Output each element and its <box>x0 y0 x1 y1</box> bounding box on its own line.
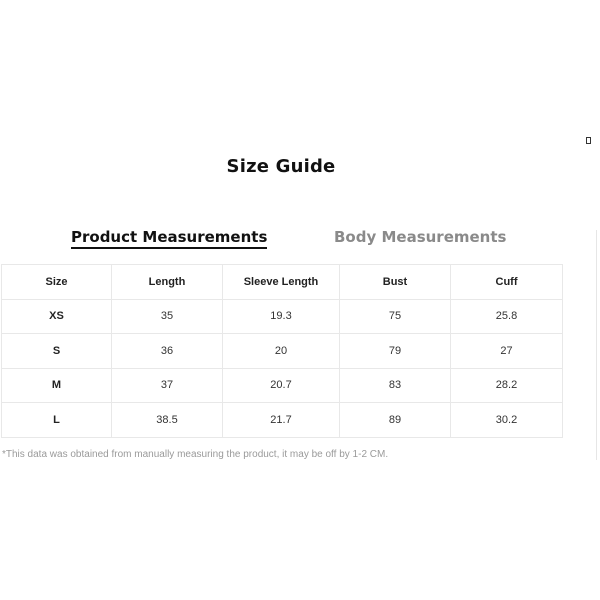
sleeve-length-cell: 21.7 <box>223 403 340 438</box>
scrollbar-track[interactable] <box>596 230 597 460</box>
measurement-note: *This data was obtained from manually measuring the product, it may be off by 1-2 CM. <box>2 449 389 460</box>
size-cell: S <box>2 334 112 369</box>
column-header-bust: Bust <box>340 265 451 300</box>
bust-cell: 89 <box>340 403 451 438</box>
bust-cell: 75 <box>340 299 451 334</box>
table-row <box>2 403 563 438</box>
cuff-cell: 30.2 <box>451 403 563 438</box>
sleeve-length-cell: 20 <box>223 334 340 369</box>
table-header-row <box>2 265 563 300</box>
bust-cell: 83 <box>340 368 451 403</box>
table-row <box>2 368 563 403</box>
length-cell: 38.5 <box>112 403 223 438</box>
page-title: Size Guide <box>226 156 336 177</box>
column-header-size: Size <box>2 265 112 300</box>
cuff-cell: 27 <box>451 334 563 369</box>
length-cell: 36 <box>112 334 223 369</box>
length-cell: 35 <box>112 299 223 334</box>
size-cell: XS <box>2 299 112 334</box>
size-cell: L <box>2 403 112 438</box>
close-icon[interactable] <box>586 137 591 144</box>
size-cell: M <box>2 368 112 403</box>
tab-product-measurements[interactable]: Product Measurements <box>71 228 267 249</box>
cuff-cell: 25.8 <box>451 299 563 334</box>
sleeve-length-cell: 20.7 <box>223 368 340 403</box>
sleeve-length-cell: 19.3 <box>223 299 340 334</box>
table-row <box>2 334 563 369</box>
cuff-cell: 28.2 <box>451 368 563 403</box>
column-header-length: Length <box>112 265 223 300</box>
bust-cell: 79 <box>340 334 451 369</box>
column-header-sleeve-length: Sleeve Length <box>223 265 340 300</box>
length-cell: 37 <box>112 368 223 403</box>
size-table <box>1 264 563 438</box>
column-header-cuff: Cuff <box>451 265 563 300</box>
tab-body-measurements[interactable]: Body Measurements <box>334 228 507 246</box>
table-row <box>2 299 563 334</box>
